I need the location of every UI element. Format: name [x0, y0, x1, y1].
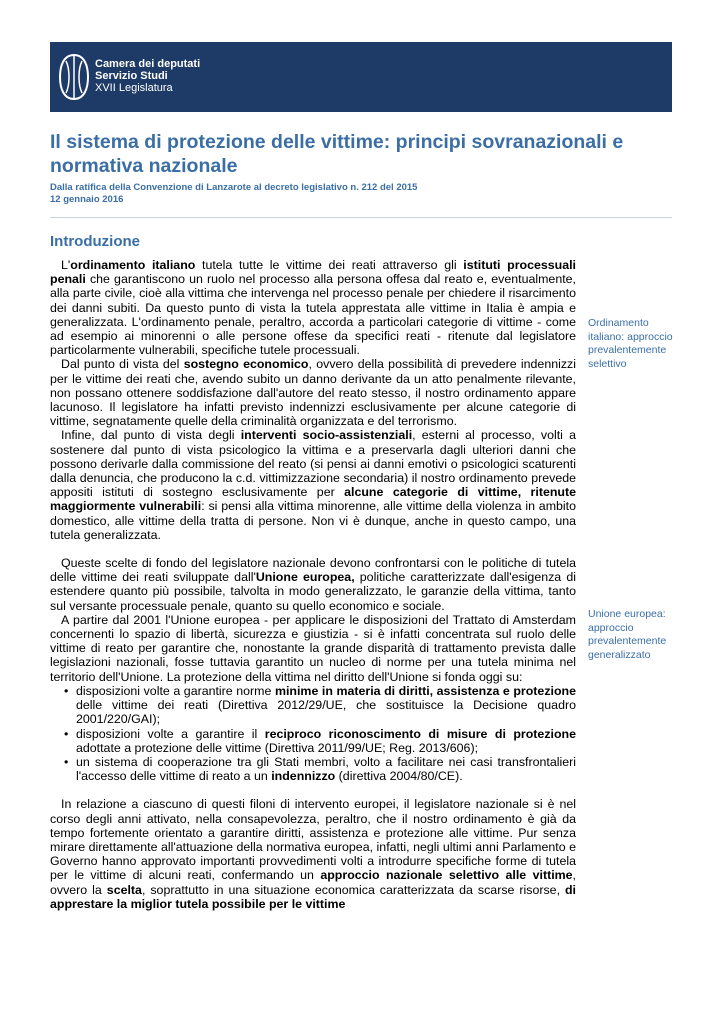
main-text [50, 258, 576, 911]
paragraph: L'ordinamento italiano tutela tutte le vittime dei reati attraverso gli istituti processuali penali che garantiscono un ruolo nel processo alla persona offesa dal reato e, eventualmente, alla parte civile, cioè alla vittima che intervenga nel processo penale per chiedere il risarcimento dei danni subiti. Da questo punto di vista la tutela apprestata alle vittime in Italia è ampia e generalizzata. L'ordinamento penale, peraltro, accorda a particolari categorie di vittime - come ad esempio ai minorenni o alle persone offese da specifici reati - ritenute dal legislatore particolarmente vulnerabili, specifiche tutele processuali. [50, 258, 576, 358]
bullet-list [50, 684, 576, 783]
list-item: • un sistema di cooperazione tra gli Stati membri, volto a facilitare nei casi transfrontalieri l'accesso delle vittime di reato a un indennizzo (direttiva 2004/80/CE). [76, 755, 576, 783]
document-subtitle [50, 182, 670, 206]
title-divider [50, 217, 672, 218]
header-banner [50, 42, 672, 112]
document-date: 12 gennaio 2016 [50, 194, 124, 205]
document-title: Il sistema di protezione delle vittime: principi sovranazionali e normativa nazionale [50, 131, 624, 177]
paragraph: Queste scelte di fondo del legislatore nazionale devono confrontarsi con le politiche di tutela delle vittime dei reati sviluppate dall'Unione europea, politiche caratterizzate dall'esigenza di estendere quanto più possibile, talvolta in modo generalizzato, le garanzie della vittima, tanto sul versante processuale penale, quanto su quello economico e sociale. [50, 556, 576, 613]
paragraph: Infine, dal punto di vista degli interventi socio-assistenziali, esterni al processo, volti a sostenere dal punto di vista psicologico la vittima e a preservarla dagli ulteriori danni che possono derivarle dalla commissione del reato (si pensi ai danni emotivi o psicologici scaturenti dalla denuncia, che producono la c.d. vittimizzazione secondaria) il nostro ordinamento prevede appositi istituti di sostegno esclusivamente per alcune categorie di vittime, ritenute maggiormente vulnerabili: si pensi alla vittima minorenne, alle vittime della violenza in ambito domestico, alle vittime della tratta di persone. Non vi è dunque, anche in questo campo, una tutela generalizzata. [50, 428, 576, 542]
camera-logo-icon [58, 51, 90, 103]
legislature-label: XVII Legislatura [95, 82, 173, 94]
side-note-ordinamento: Ordinamento italiano: approccio prevalentemente selettivo [588, 317, 673, 370]
institution-name: Camera dei deputati [95, 58, 201, 70]
paragraph: A partire dal 2001 l'Unione europea - per applicare le disposizioni del Trattato di Amsterdam concernenti lo spazio di libertà, sicurezza e giustizia - si è infatti concentrata sul ruolo delle vittime di reato per garantire che, nonostante la grande disparità di trattamento prevista dalle legislazioni nazionali, fosse tuttavia garantito un nucleo di norme per una tutela minima nel territorio dell'Unione. La protezione della vittima nel diritto dell'Unione si fonda oggi su: [50, 612, 576, 684]
paragraph: Dal punto di vista del sostegno economico, ovvero della possibilità di prevedere indennizzi per le vittime dei reati che, avendo subito un danno derivante da un atto penalmente rilevante, non possano ottenere soddisfazione dall'autore del reato stesso, il nostro ordinamento appare lacunoso. Il legislatore ha infatti previsto indennizzi esclusivamente per alcune categorie di vittime, segnatamente quelle della criminalità organizzata e del terrorismo. [50, 357, 577, 429]
paragraph: In relazione a ciascuno di questi filoni di intervento europei, il legislatore nazionale si è nel corso degli anni attivato, nella consapevolezza, peraltro, che il nostro ordinamento è già da tempo fortemente orientato a garantire diritti, assistenza e protezione alle vittime. Pur senza mirare direttamente all'attuazione della normativa europea, infatti, negli ultimi anni Parlamento e Governo hanno approvato importanti provvedimenti volti a introdurre specifiche forme di tutela per le vittime di alcuni reati, confermando un approccio nazionale selettivo alle vittime, ovvero la scelta, soprattutto in una situazione economica caratterizzata da scarse risorse, di apprestare la miglior tutela possibile per le vittime [50, 797, 576, 911]
section-title: Introduzione [50, 233, 140, 250]
department-name: Servizio Studi [95, 70, 168, 82]
list-item: • disposizioni volte a garantire il reciproco riconoscimento di misure di protezione adottate a protezione delle vittime (Direttiva 2011/99/UE; Reg. 2013/606); [76, 727, 576, 755]
list-item: • disposizioni volte a garantire norme minime in materia di diritti, assistenza e protezione delle vittime dei reati (Direttiva 2012/29/UE, che sostituisce la Decisione quadro 2001/220/GAI); [76, 684, 576, 727]
side-note-unione-europea: Unione europea: approccio prevalentemente generalizzato [588, 608, 667, 661]
subtitle-text: Dalla ratifica della Convenzione di Lanzarote al decreto legislativo n. 212 del 2015 [50, 182, 418, 193]
